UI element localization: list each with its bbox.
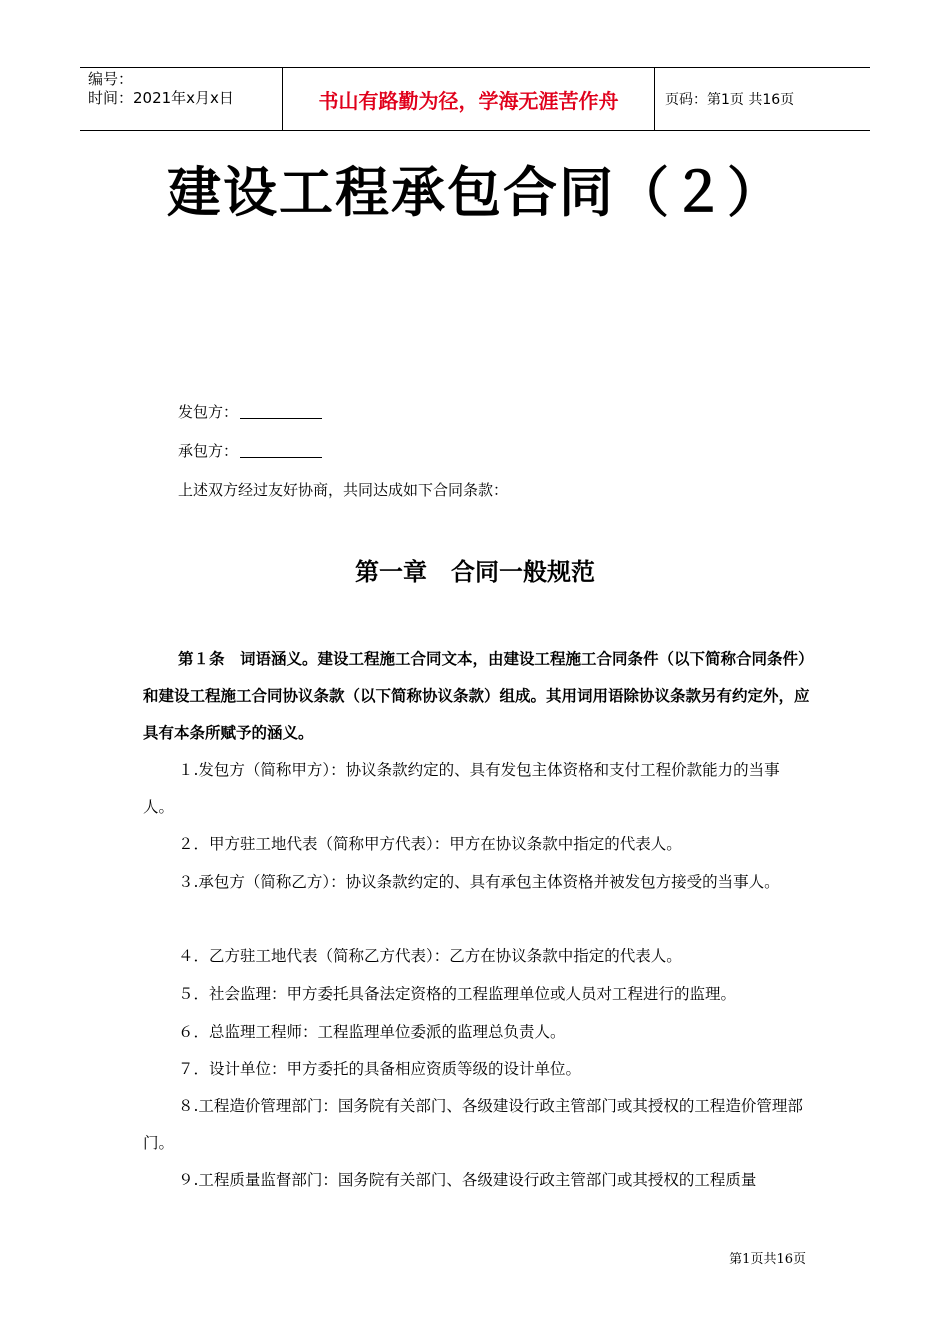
definition-item-2: ２．甲方驻工地代表（简称甲方代表）：甲方在协议条款中指定的代表人。: [178, 835, 682, 853]
definition-item-7: ７．设计单位：甲方委托的具备相应资质等级的设计单位。: [178, 1060, 582, 1078]
employer-blank: [240, 404, 322, 419]
article-1: 第１条 词语涵义。建设工程施工合同文本，由建设工程施工合同条件（以下简称合同条件）和建设工程施工合同协议条款（以下简称协议条款）组成。其用词用语除协议条款另有约定外，应具有本条所赋予的涵义。: [143, 650, 810, 742]
header-page-code: 页码：第1页 共16页: [665, 92, 795, 108]
agreement-intro: 上述双方经过友好协商，共同达成如下合同条款：: [178, 481, 509, 499]
definition-item-3: ３.承包方（简称乙方）：协议条款约定的、具有承包主体资格并被发包方接受的当事人。: [178, 873, 780, 891]
document-header: [80, 67, 870, 131]
header-motto: 书山有路勤为径，学海无涯苦作舟: [318, 88, 619, 113]
contractor-blank: [240, 443, 322, 458]
contractor-label: 承包方：: [178, 442, 239, 460]
header-motto-cell: [282, 68, 655, 130]
chapter-title: 第一章 合同一般规范: [355, 558, 595, 586]
contractor-line: [178, 440, 322, 461]
header-page-cell: [655, 68, 870, 130]
document-title: 建设工程承包合同（２）: [167, 161, 783, 224]
definition-item-6: ６．总监理工程师：工程监理单位委派的监理总负责人。: [178, 1023, 566, 1041]
definition-item-9: ９.工程质量监督部门：国务院有关部门、各级建设行政主管部门或其授权的工程质量: [178, 1171, 757, 1189]
page-footer: 第1页共16页: [729, 1252, 806, 1267]
employer-label: 发包方：: [178, 403, 239, 421]
definition-item-5: ５．社会监理：甲方委托具备法定资格的工程监理单位或人员对工程进行的监理。: [178, 985, 737, 1003]
definition-item-8: ８.工程造价管理部门：国务院有关部门、各级建设行政主管部门或其授权的工程造价管理部门。: [143, 1097, 803, 1152]
employer-line: [178, 401, 322, 422]
document-time-label: 时间：2021年x月x日: [88, 89, 234, 107]
definition-item-1: １.发包方（简称甲方）：协议条款约定的、具有发包主体资格和支付工程价款能力的当事人。: [143, 761, 780, 816]
definition-item-4: ４．乙方驻工地代表（简称乙方代表）：乙方在协议条款中指定的代表人。: [178, 947, 682, 965]
document-number-label: 编号：: [88, 70, 134, 88]
header-meta-cell: [80, 68, 282, 130]
